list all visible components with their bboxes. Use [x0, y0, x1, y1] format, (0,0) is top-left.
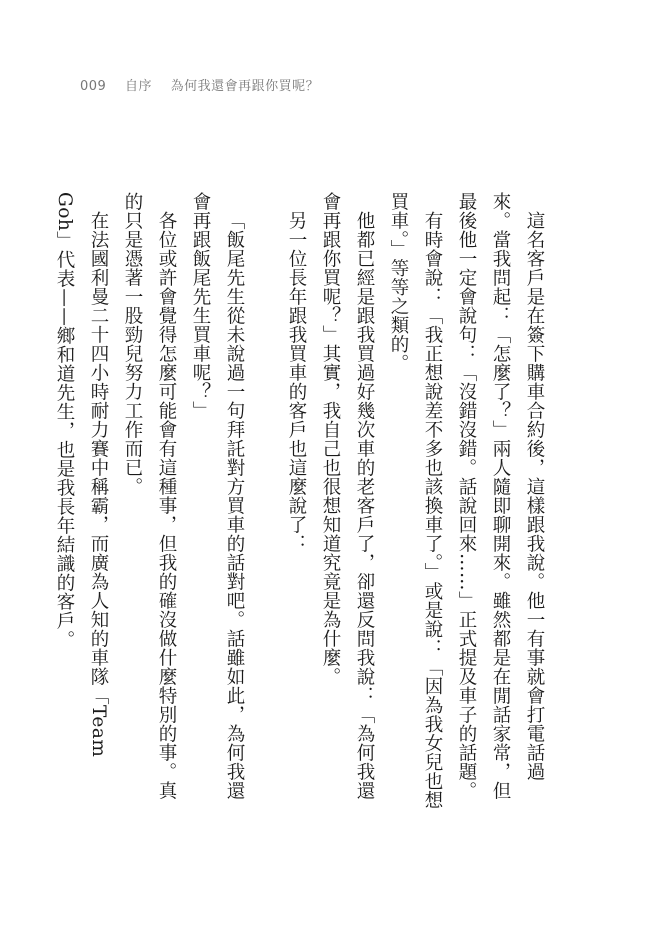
section-label: 自序: [124, 79, 152, 94]
quote-paragraph: 「飯尾先生從未說過一句拜託對方買車的話對吧。話雖如此，為何我還會再跟飯尾先生買車呢？」: [190, 192, 245, 800]
page-number: 009: [80, 79, 107, 94]
paragraph: 這名客戶是在簽下購車合約後，這樣跟我說。他一有事就會打電話過來。當我問起：「怎麼了？」兩人隨即聊開來。雖然都是在閒話家常，但最後他一定會說句：「沒錯沒錯。話說回來……」正式提及車子的話題。: [456, 192, 545, 800]
body-text: [47, 192, 551, 812]
paragraph: 另一位長年跟我買車的客戶也這麼說了：: [286, 210, 307, 553]
paragraph: 有時會說：「我正想說差不多也該換車了。」或是說：「因為我女兒也想買車。」等等之類的。: [388, 192, 443, 810]
chapter-title: 為何我還會再跟你買呢？: [170, 79, 320, 94]
running-header: [80, 75, 333, 94]
paragraph: 各位或許會覺得怎麼可能會有這種事，但我的確沒做什麼特別的事。真的只是憑著一股勁兒努力工作而已。: [122, 192, 177, 800]
paragraph: 他都已經是跟我買過好幾次車的老客戶了，卻還反問我說：「為何我還會再跟你買呢？」其實，我自己也很想知道究竟是為什麼。: [320, 192, 375, 800]
paragraph: 在法國利曼二十四小時耐力賽中稱霸，而廣為人知的車隊「Team Goh」代表——鄉和道先生，也是我長年結識的客戶。: [54, 192, 109, 757]
